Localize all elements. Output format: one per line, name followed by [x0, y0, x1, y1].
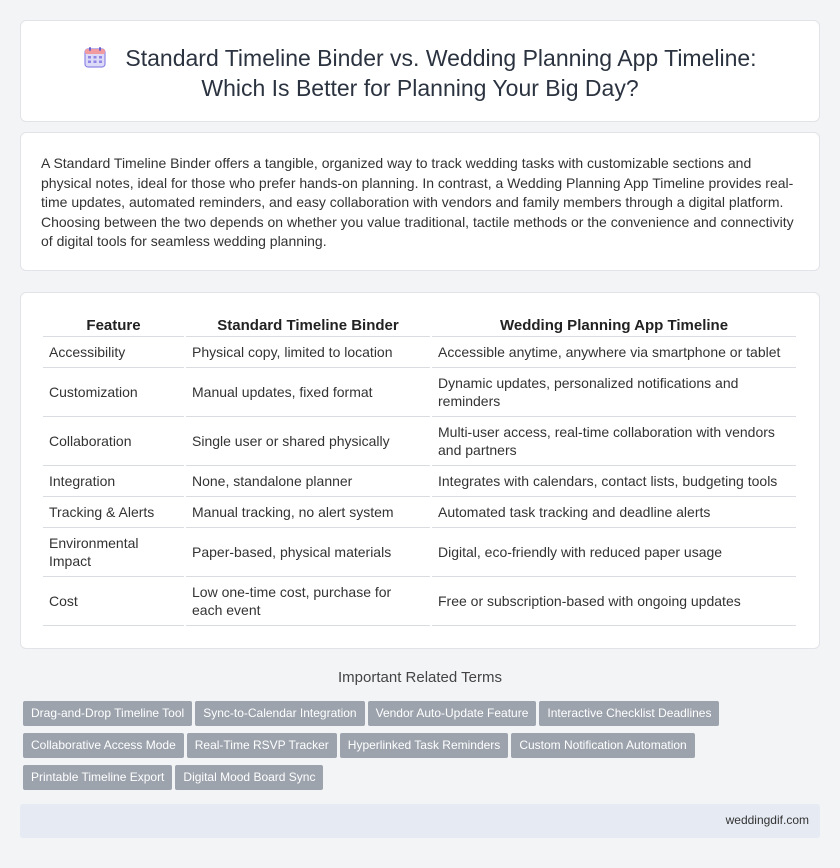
- table-cell: Tracking & Alerts: [43, 497, 184, 528]
- table-cell: Manual updates, fixed format: [186, 368, 430, 417]
- table-row: [43, 577, 796, 626]
- term-tag[interactable]: Custom Notification Automation: [511, 733, 694, 758]
- column-header: Wedding Planning App Timeline: [432, 315, 796, 337]
- term-tag[interactable]: Drag-and-Drop Timeline Tool: [23, 701, 192, 726]
- title-line-1: Standard Timeline Binder vs. Wedding Planning App Timeline:: [125, 45, 757, 71]
- term-tag[interactable]: Sync-to-Calendar Integration: [195, 701, 364, 726]
- comparison-table: [41, 315, 798, 626]
- calendar-icon: [83, 45, 107, 69]
- table-cell: Low one-time cost, purchase for each event: [186, 577, 430, 626]
- table-cell: Digital, eco-friendly with reduced paper usage: [432, 528, 796, 577]
- table-cell: Environmental Impact: [43, 528, 184, 577]
- table-cell: Integrates with calendars, contact lists, budgeting tools: [432, 466, 796, 497]
- table-cell: Customization: [43, 368, 184, 417]
- related-terms-list: [23, 701, 813, 797]
- intro-text: A Standard Timeline Binder offers a tangible, organized way to track wedding tasks with customizable sections and physical notes, ideal for those who prefer hands-on planning. In contrast, a Wedding Planning App Timeline provides real-time updates, automated reminders, and easy collaboration with vendors and family members through a digital platform. Choosing between the two depends on whether you value traditional, tactile methods or the convenience and connectivity of digital tools for seamless wedding planning.: [41, 155, 794, 249]
- term-tag[interactable]: Interactive Checklist Deadlines: [539, 701, 719, 726]
- table-header-row: [43, 315, 796, 337]
- table-cell: Accessibility: [43, 337, 184, 368]
- term-tag[interactable]: Digital Mood Board Sync: [175, 765, 323, 790]
- term-tag[interactable]: Hyperlinked Task Reminders: [340, 733, 509, 758]
- title-line-2: Which Is Better for Planning Your Big Day?: [201, 75, 639, 101]
- table-cell: Dynamic updates, personalized notifications and reminders: [432, 368, 796, 417]
- table-row: [43, 497, 796, 528]
- table-row: [43, 417, 796, 466]
- column-header: Standard Timeline Binder: [186, 315, 430, 337]
- term-tag[interactable]: Vendor Auto-Update Feature: [368, 701, 537, 726]
- column-header: Feature: [43, 315, 184, 337]
- table-cell: Cost: [43, 577, 184, 626]
- table-cell: Automated task tracking and deadline alerts: [432, 497, 796, 528]
- footer-site-link[interactable]: weddingdif.com: [725, 813, 809, 827]
- table-row: [43, 528, 796, 577]
- table-row: [43, 337, 796, 368]
- table-cell: Multi-user access, real-time collaboration with vendors and partners: [432, 417, 796, 466]
- table-cell: Accessible anytime, anywhere via smartphone or tablet: [432, 337, 796, 368]
- term-tag[interactable]: Real-Time RSVP Tracker: [187, 733, 337, 758]
- intro-card: [20, 132, 820, 271]
- table-row: [43, 368, 796, 417]
- term-tag[interactable]: Collaborative Access Mode: [23, 733, 184, 758]
- table-row: [43, 466, 796, 497]
- table-cell: Integration: [43, 466, 184, 497]
- comparison-table-card: [20, 292, 820, 649]
- table-cell: None, standalone planner: [186, 466, 430, 497]
- table-cell: Collaboration: [43, 417, 184, 466]
- related-terms-title: Important Related Terms: [338, 669, 502, 686]
- table-cell: Manual tracking, no alert system: [186, 497, 430, 528]
- page-title: [21, 43, 819, 103]
- header-card: [20, 20, 820, 122]
- term-tag[interactable]: Printable Timeline Export: [23, 765, 172, 790]
- table-cell: Single user or shared physically: [186, 417, 430, 466]
- table-cell: Paper-based, physical materials: [186, 528, 430, 577]
- footer: [20, 804, 820, 838]
- table-cell: Physical copy, limited to location: [186, 337, 430, 368]
- table-cell: Free or subscription-based with ongoing updates: [432, 577, 796, 626]
